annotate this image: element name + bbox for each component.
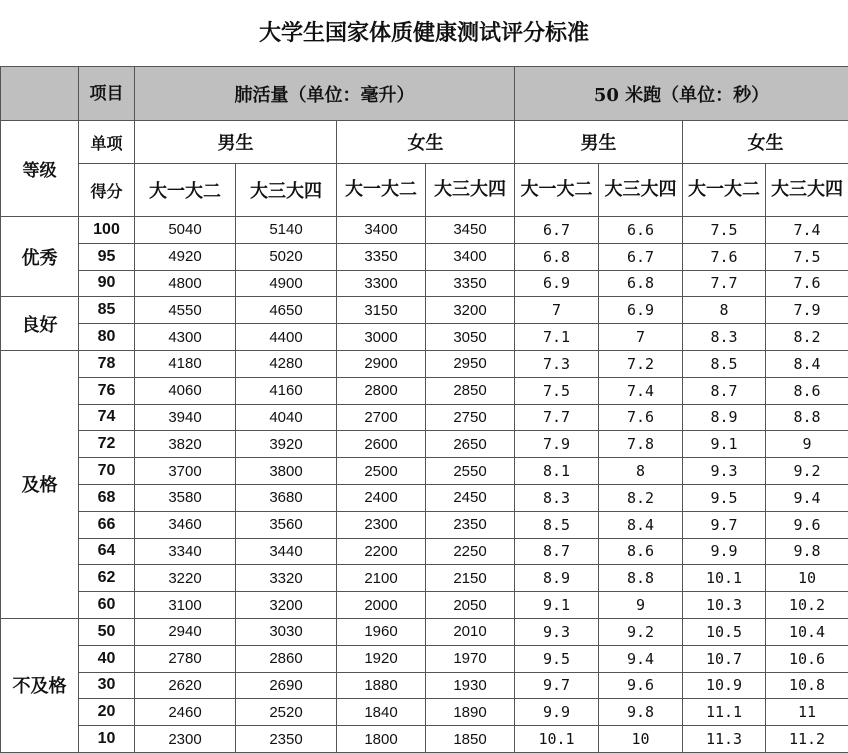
- value-cell-lm34: 4160: [236, 377, 337, 404]
- score-cell: 60: [79, 592, 135, 619]
- value-cell-rf34: 8.2: [766, 324, 848, 351]
- value-cell-rf34: 10.8: [766, 672, 848, 699]
- header-run-female-y34: 大三大四: [766, 164, 848, 217]
- value-cell-rm12: 8.5: [515, 511, 599, 538]
- value-cell-lm12: 5040: [135, 217, 236, 244]
- value-cell-rf34: 8.4: [766, 350, 848, 377]
- value-cell-rf12: 9.7: [683, 511, 766, 538]
- table-body: [1, 67, 848, 753]
- value-cell-lm34: 5020: [236, 243, 337, 270]
- value-cell-rf12: 8: [683, 297, 766, 324]
- value-cell-lm34: 3320: [236, 565, 337, 592]
- value-cell-lf12: 2100: [337, 565, 426, 592]
- table-row: [1, 484, 848, 511]
- score-cell: 72: [79, 431, 135, 458]
- value-cell-rf12: 8.7: [683, 377, 766, 404]
- header-lung-male-y34: 大三大四: [236, 164, 337, 217]
- value-cell-lf34: 2350: [426, 511, 515, 538]
- score-cell: 62: [79, 565, 135, 592]
- table-row: [1, 297, 848, 324]
- value-cell-rf34: 10.4: [766, 618, 848, 645]
- header-row-2: [1, 121, 848, 164]
- value-cell-rm34: 8: [599, 458, 683, 485]
- fitness-standard-table: [0, 66, 848, 753]
- value-cell-rm12: 9.5: [515, 645, 599, 672]
- table-row: [1, 618, 848, 645]
- value-cell-rm34: 7.4: [599, 377, 683, 404]
- score-cell: 50: [79, 618, 135, 645]
- value-cell-rm12: 10.1: [515, 726, 599, 753]
- value-cell-rm34: 10: [599, 726, 683, 753]
- header-run-female-y12: 大一大二: [683, 164, 766, 217]
- value-cell-lm34: 3200: [236, 592, 337, 619]
- value-cell-rf12: 7.7: [683, 270, 766, 297]
- value-cell-lf34: 1850: [426, 726, 515, 753]
- table-row: [1, 270, 848, 297]
- value-cell-lm34: 2690: [236, 672, 337, 699]
- value-cell-lf12: 1920: [337, 645, 426, 672]
- value-cell-rm34: 8.4: [599, 511, 683, 538]
- value-cell-lm12: 4800: [135, 270, 236, 297]
- value-cell-lm34: 4040: [236, 404, 337, 431]
- grade-cell: 及格: [1, 350, 79, 618]
- value-cell-lm12: 4060: [135, 377, 236, 404]
- table-row: [1, 726, 848, 753]
- value-cell-lm34: 5140: [236, 217, 337, 244]
- value-cell-lf12: 2700: [337, 404, 426, 431]
- value-cell-rf12: 10.3: [683, 592, 766, 619]
- table-row: [1, 377, 848, 404]
- table-row: [1, 511, 848, 538]
- value-cell-rm12: 6.8: [515, 243, 599, 270]
- score-cell: 85: [79, 297, 135, 324]
- value-cell-lm12: 3340: [135, 538, 236, 565]
- value-cell-lf34: 3200: [426, 297, 515, 324]
- value-cell-lf34: 2650: [426, 431, 515, 458]
- grade-cell: 良好: [1, 297, 79, 351]
- value-cell-lf12: 3350: [337, 243, 426, 270]
- value-cell-lm12: 3460: [135, 511, 236, 538]
- value-cell-rf34: 10: [766, 565, 848, 592]
- value-cell-rf34: 7.5: [766, 243, 848, 270]
- value-cell-lf34: 2550: [426, 458, 515, 485]
- value-cell-lm34: 4400: [236, 324, 337, 351]
- value-cell-rf12: 8.3: [683, 324, 766, 351]
- value-cell-rf12: 10.5: [683, 618, 766, 645]
- value-cell-rm34: 8.2: [599, 484, 683, 511]
- value-cell-lm12: 2460: [135, 699, 236, 726]
- value-cell-rf34: 7.6: [766, 270, 848, 297]
- table-row: [1, 324, 848, 351]
- value-cell-rf34: 10.2: [766, 592, 848, 619]
- value-cell-lm12: 3580: [135, 484, 236, 511]
- score-cell: 78: [79, 350, 135, 377]
- score-cell: 100: [79, 217, 135, 244]
- header-lung-female-y12: 大一大二: [337, 164, 426, 217]
- value-cell-rf34: 9.2: [766, 458, 848, 485]
- value-cell-rm34: 6.9: [599, 297, 683, 324]
- value-cell-rf12: 7.5: [683, 217, 766, 244]
- value-cell-rm34: 9: [599, 592, 683, 619]
- value-cell-rm12: 7.9: [515, 431, 599, 458]
- value-cell-lm34: 3680: [236, 484, 337, 511]
- score-cell: 10: [79, 726, 135, 753]
- value-cell-lf34: 2250: [426, 538, 515, 565]
- value-cell-rf12: 7.6: [683, 243, 766, 270]
- value-cell-rm34: 6.7: [599, 243, 683, 270]
- value-cell-lf12: 2400: [337, 484, 426, 511]
- value-cell-rm12: 9.7: [515, 672, 599, 699]
- value-cell-lm12: 4300: [135, 324, 236, 351]
- header-single-item: 单项: [79, 121, 135, 164]
- value-cell-lm12: 3820: [135, 431, 236, 458]
- value-cell-rm12: 7.3: [515, 350, 599, 377]
- value-cell-lf34: 1890: [426, 699, 515, 726]
- value-cell-rf34: 8.6: [766, 377, 848, 404]
- value-cell-lf12: 2000: [337, 592, 426, 619]
- value-cell-lm12: 3700: [135, 458, 236, 485]
- value-cell-lf12: 1800: [337, 726, 426, 753]
- value-cell-rf34: 11.2: [766, 726, 848, 753]
- value-cell-lm34: 2520: [236, 699, 337, 726]
- value-cell-lf34: 2010: [426, 618, 515, 645]
- value-cell-lm12: 3940: [135, 404, 236, 431]
- value-cell-rm34: 9.2: [599, 618, 683, 645]
- value-cell-rm12: 8.3: [515, 484, 599, 511]
- value-cell-lf34: 1930: [426, 672, 515, 699]
- header-blank-cell: [1, 67, 79, 121]
- value-cell-lf34: 2850: [426, 377, 515, 404]
- page-title: 大学生国家体质健康测试评分标准: [258, 20, 589, 46]
- header-run-male-y12: 大一大二: [515, 164, 599, 217]
- value-cell-rm34: 7.8: [599, 431, 683, 458]
- value-cell-rf12: 10.7: [683, 645, 766, 672]
- header-row-3: [1, 164, 848, 217]
- score-cell: 20: [79, 699, 135, 726]
- value-cell-lf12: 2800: [337, 377, 426, 404]
- value-cell-lm34: 2350: [236, 726, 337, 753]
- value-cell-lf12: 2200: [337, 538, 426, 565]
- header-lung-capacity: 肺活量（单位：毫升）: [135, 67, 515, 121]
- score-cell: 30: [79, 672, 135, 699]
- header-run-male: 男生: [515, 121, 683, 164]
- value-cell-rf12: 9.3: [683, 458, 766, 485]
- table-row: [1, 404, 848, 431]
- value-cell-lf12: 3300: [337, 270, 426, 297]
- value-cell-lf12: 1960: [337, 618, 426, 645]
- value-cell-rm12: 6.7: [515, 217, 599, 244]
- value-cell-lm12: 2780: [135, 645, 236, 672]
- value-cell-rm34: 6.8: [599, 270, 683, 297]
- value-cell-lm34: 3920: [236, 431, 337, 458]
- value-cell-lf34: 3050: [426, 324, 515, 351]
- value-cell-rf12: 9.5: [683, 484, 766, 511]
- header-lung-female-y34: 大三大四: [426, 164, 515, 217]
- value-cell-lm34: 4900: [236, 270, 337, 297]
- value-cell-rf12: 8.5: [683, 350, 766, 377]
- value-cell-rm34: 6.6: [599, 217, 683, 244]
- score-cell: 90: [79, 270, 135, 297]
- value-cell-lf12: 3000: [337, 324, 426, 351]
- value-cell-rm34: 8.6: [599, 538, 683, 565]
- table-row: [1, 645, 848, 672]
- header-grade: 等级: [1, 121, 79, 217]
- value-cell-lm12: 2940: [135, 618, 236, 645]
- value-cell-lm34: 3800: [236, 458, 337, 485]
- value-cell-rm34: 9.4: [599, 645, 683, 672]
- value-cell-lm12: 3220: [135, 565, 236, 592]
- score-cell: 40: [79, 645, 135, 672]
- value-cell-rm34: 8.8: [599, 565, 683, 592]
- value-cell-lf34: 2150: [426, 565, 515, 592]
- value-cell-rm12: 7.1: [515, 324, 599, 351]
- value-cell-lm12: 4550: [135, 297, 236, 324]
- value-cell-rm12: 9.1: [515, 592, 599, 619]
- value-cell-lf12: 3150: [337, 297, 426, 324]
- value-cell-rm12: 9.3: [515, 618, 599, 645]
- header-run-male-y34: 大三大四: [599, 164, 683, 217]
- table-row: [1, 592, 848, 619]
- value-cell-rm12: 7.7: [515, 404, 599, 431]
- header-50m-run: 50 米跑（单位：秒）: [515, 67, 848, 121]
- value-cell-lm34: 4280: [236, 350, 337, 377]
- value-cell-rm12: 9.9: [515, 699, 599, 726]
- value-cell-rf34: 9: [766, 431, 848, 458]
- score-cell: 95: [79, 243, 135, 270]
- value-cell-rm12: 8.9: [515, 565, 599, 592]
- value-cell-rm34: 9.6: [599, 672, 683, 699]
- header-lung-male-y12: 大一大二: [135, 164, 236, 217]
- table-row: [1, 431, 848, 458]
- value-cell-rf34: 8.8: [766, 404, 848, 431]
- value-cell-lf12: 3400: [337, 217, 426, 244]
- value-cell-lf34: 3450: [426, 217, 515, 244]
- value-cell-lm12: 2620: [135, 672, 236, 699]
- value-cell-rf12: 8.9: [683, 404, 766, 431]
- value-cell-rm34: 7.2: [599, 350, 683, 377]
- header-item: 项目: [79, 67, 135, 121]
- value-cell-rm12: 8.7: [515, 538, 599, 565]
- value-cell-rf34: 9.6: [766, 511, 848, 538]
- value-cell-rf34: 7.4: [766, 217, 848, 244]
- value-cell-rf12: 9.9: [683, 538, 766, 565]
- score-cell: 80: [79, 324, 135, 351]
- value-cell-lf34: 3400: [426, 243, 515, 270]
- value-cell-lf34: 2450: [426, 484, 515, 511]
- value-cell-rf12: 10.1: [683, 565, 766, 592]
- value-cell-rf34: 9.8: [766, 538, 848, 565]
- value-cell-lm12: 4180: [135, 350, 236, 377]
- value-cell-lm34: 3560: [236, 511, 337, 538]
- value-cell-rf34: 9.4: [766, 484, 848, 511]
- score-cell: 76: [79, 377, 135, 404]
- value-cell-lf12: 2900: [337, 350, 426, 377]
- table-row: [1, 699, 848, 726]
- value-cell-lm34: 3440: [236, 538, 337, 565]
- table-row: [1, 217, 848, 244]
- header-score: 得分: [79, 164, 135, 217]
- header-lung-female: 女生: [337, 121, 515, 164]
- value-cell-rf12: 11.1: [683, 699, 766, 726]
- value-cell-rm12: 8.1: [515, 458, 599, 485]
- score-cell: 64: [79, 538, 135, 565]
- value-cell-lf12: 1840: [337, 699, 426, 726]
- table-row: [1, 350, 848, 377]
- value-cell-lf34: 1970: [426, 645, 515, 672]
- value-cell-rm34: 7.6: [599, 404, 683, 431]
- grade-cell: 不及格: [1, 618, 79, 752]
- value-cell-lm34: 2860: [236, 645, 337, 672]
- header-run-female: 女生: [683, 121, 848, 164]
- value-cell-lf34: 3350: [426, 270, 515, 297]
- value-cell-lf34: 2050: [426, 592, 515, 619]
- value-cell-rf34: 10.6: [766, 645, 848, 672]
- value-cell-lm12: 2300: [135, 726, 236, 753]
- value-cell-rf34: 11: [766, 699, 848, 726]
- value-cell-rm12: 7: [515, 297, 599, 324]
- value-cell-rm34: 7: [599, 324, 683, 351]
- value-cell-lm34: 3030: [236, 618, 337, 645]
- score-cell: 66: [79, 511, 135, 538]
- value-cell-lm12: 4920: [135, 243, 236, 270]
- grade-cell: 优秀: [1, 217, 79, 297]
- value-cell-lf12: 1880: [337, 672, 426, 699]
- value-cell-rm34: 9.8: [599, 699, 683, 726]
- value-cell-rf12: 11.3: [683, 726, 766, 753]
- table-row: [1, 538, 848, 565]
- value-cell-rm12: 7.5: [515, 377, 599, 404]
- header-row-1: [1, 67, 848, 121]
- table-row: [1, 458, 848, 485]
- score-cell: 68: [79, 484, 135, 511]
- value-cell-rf34: 7.9: [766, 297, 848, 324]
- score-cell: 74: [79, 404, 135, 431]
- value-cell-rf12: 9.1: [683, 431, 766, 458]
- value-cell-lm12: 3100: [135, 592, 236, 619]
- header-lung-male: 男生: [135, 121, 337, 164]
- table-row: [1, 565, 848, 592]
- value-cell-lf12: 2600: [337, 431, 426, 458]
- value-cell-lf12: 2300: [337, 511, 426, 538]
- value-cell-rf12: 10.9: [683, 672, 766, 699]
- value-cell-lf12: 2500: [337, 458, 426, 485]
- value-cell-lm34: 4650: [236, 297, 337, 324]
- value-cell-lf34: 2750: [426, 404, 515, 431]
- value-cell-rm12: 6.9: [515, 270, 599, 297]
- table-row: [1, 243, 848, 270]
- score-cell: 70: [79, 458, 135, 485]
- table-row: [1, 672, 848, 699]
- value-cell-lf34: 2950: [426, 350, 515, 377]
